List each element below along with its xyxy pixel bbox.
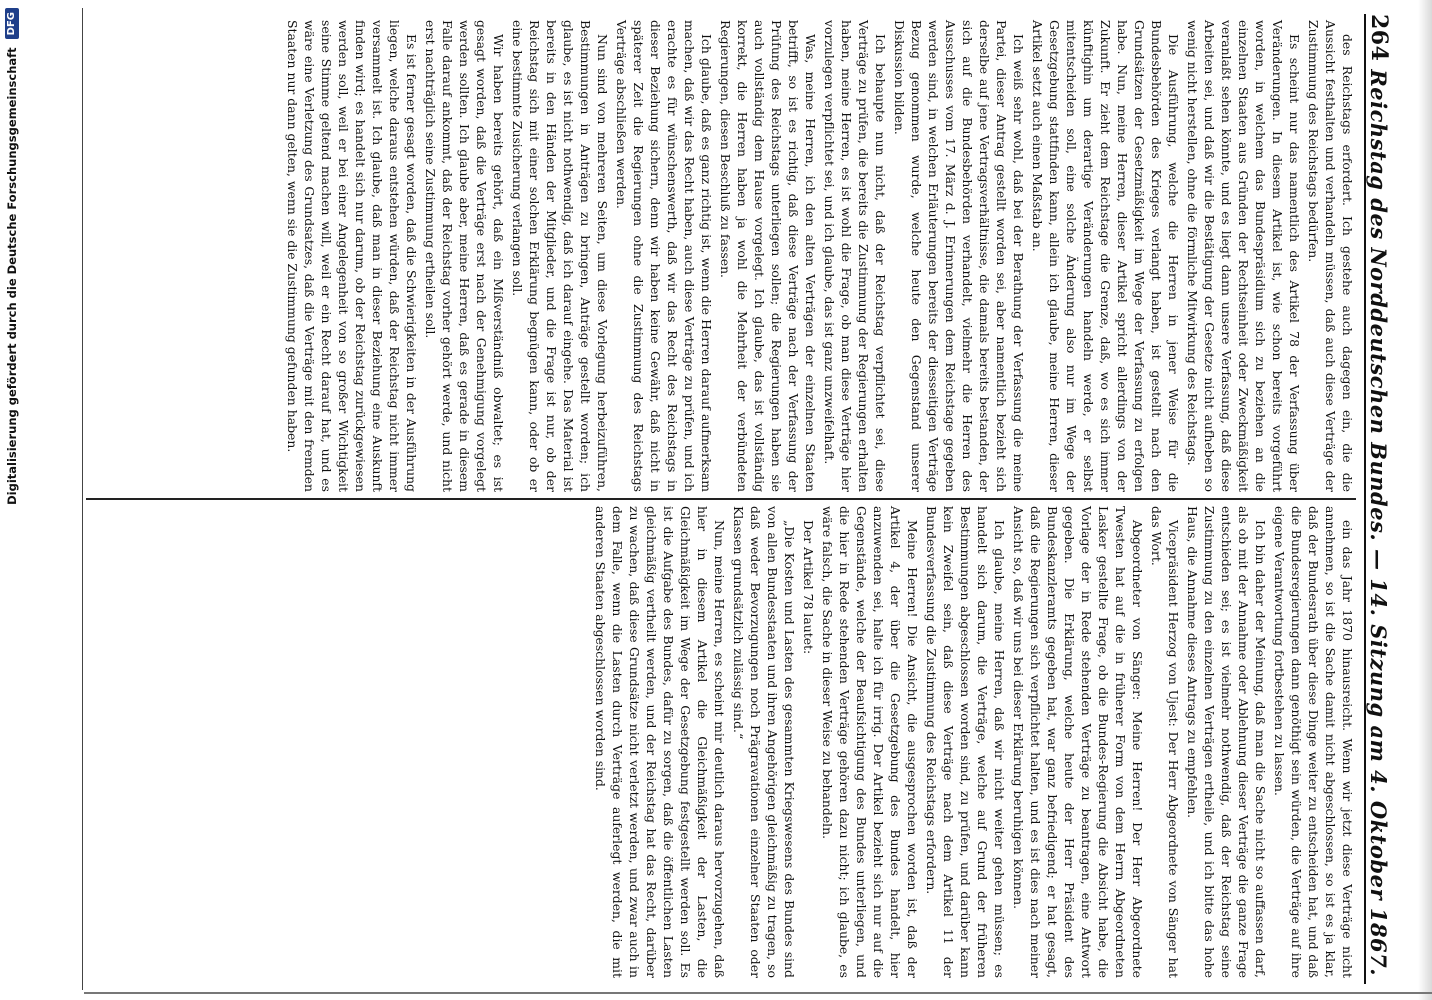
paragraph: des Reichstags erfordert. Ich gestehe auch dagegen ein, die die Aussicht festhalten und verhandeln müssen, daß auch diese Verträge der Zustimmung des Reichstags bedürfen. — [1306, 20, 1355, 492]
paragraph: Es ist ferner gesagt worden, daß die Schwierigkeiten in der Ausführung liegen, welche daraus entstehen würden, daß der Reichstag nicht immer versammelt ist. Ich glaube, daß man in dieser Beziehung eine Auskunft finden wird; es handelt sich nur darum, ob der Reichstag zurückgewiesen werden soll, weil er bei einer Angelegenheit von so großer Wichtigkeit seine Stimme geltend machen will, weil er ein Recht darauf hat, und es wäre eine Verletzung des Grundsatzes, daß die Verträge mit den fremden Staaten nur dann gelten, wenn sie die Zustimmung gefunden haben. — [285, 20, 419, 492]
paragraph: Ich weiß sehr wohl, daß bei der Berathung der Verfassung die meine Partei, dieser Antrag gestellt worden sei, aber namentlich bezieht sich derselbe auf jene Vertragsverhältnisse, die damals bereits bestanden, der sich auf die Bundesbehörden verhandelt, vielmehr die Herren des Ausschusses vom 17. März d. J. Erinnerungen dem Reichstage gegeben werden sind, in welchen Erläuterungen bereits der diesseitigen Verträge Bezug genommen wurde, welche heute den Gegenstand unserer Diskussion bilden. — [892, 20, 1026, 492]
paragraph: ein das Jahr 1870 hinausreicht. Wenn wir jetzt diese Verträge nicht annehmen, so ist die Sache damit nicht abgeschlossen, so ist es ja klar, daß der Bundesrath über diese Dinge weiter zu entscheiden hat, und daß die Bundesregierungen dann genöthigt sein würden, die Verträge auf ihre eigene Verantwortung fortbestehen zu lassen. — [1272, 506, 1355, 978]
paragraph: Es scheint nur das namentlich des Artikel 78 der Verfassung über Veränderungen. In diesem Artikel ist, wie schon bereits vorgeführt worden, in welchem das Bundespräsidium sich zu beziehen an die einzelnen Staaten aus Gründen der Rechtseinheit oder Zweckmäßigkeit veranlaßt sehen könnte, und es liegt dann unsere Verfassung, daß diese Arbeiten sei, und daß wir die Bestätigung der Gesetze nicht aufheben so wenig nicht herstellen, ohne die förmliche Mitwirkung des Reichstags. — [1185, 20, 1302, 492]
paragraph: Ich glaube, daß es ganz richtig ist, wenn die Herren darauf aufmerksam machen, daß wir das Recht haben, auch diese Verträge zu prüfen, und ich erachte es für wünschenswerth, daß wir das Recht des Reichstags in dieser Beziehung sichern, denn wir haben keine Gewähr, daß nicht in späterer Zeit die Regierungen ohne die Zustimmung des Reichstags Verträge abschließen werden. — [614, 20, 714, 492]
scanned-page — [24, 0, 1432, 1000]
paragraph: Vicepräsident Herzog von Ujest: Der Herr Abgeordnete von Sänger hat das Wort. — [1149, 506, 1181, 978]
right-column — [86, 500, 1356, 984]
paragraph: Nun sind von mehreren Seiten, um diese Vorlegung herbeizuführen, Bestimmungen in Anträgen zu bringen, Anträge gestellt worden; ich glaube, es ist nicht nothwendig, daß ich darauf eingehe. Das Material ist bereits in den Händen der Mitglieder, und die Frage ist nur, ob der Reichstag sich mit einer solchen Erklärung begnügen kann, oder ob er eine bestimmte Zusicherung verlangen soll. — [510, 20, 610, 492]
paragraph: Nun, meine Herren, es scheint mir deutlich daraus hervorzugehen, daß hier in diesem Artikel die Gleichmäßigkeit der Lasten, die Gleichmäßigkeit im Wege der Gesetzgebung festgestellt werden soll. Es ist die Aufgabe des Bundes, dafür zu sorgen, daß die öffentlichen Lasten gleichmäßig vertheilt werden, und der Reichstag hat das Recht, darüber zu wachen, daß diese Grundsätze nicht verletzt werden, und zwar auch in dem Falle, wenn die Lasten durch Verträge auferlegt werden, die mit anderen Staaten abgeschlossen worden sind. — [593, 506, 727, 978]
paragraph: Meine Herren! Die Ansicht, die ausgesprochen worden ist, daß der Artikel 4, der über die Gesetzgebung des Bundes handelt, hier anzuwenden sei, halte ich für irrig. Der Artikel bezieht sich nur auf die Gegenstände, welche der Beaufsichtigung des Bundes unterliegen, und die hier in Rede stehenden Verträge gehören dazu nicht; ich glaube, es wäre falsch, die Sache in dieser Weise zu behandeln. — [820, 506, 920, 978]
paragraph: Die Ausführung, welche die Herren in jener Weise für die Bundesbehörden des Krieges verlangt haben, ist gestellt nach den Grundsätzen der Gesetzmäßigkeit im Wege der Verfassung zu erfolgen habe. Nun, meine Herren, dieser Artikel spricht allerdings von der Zukunft. Er zieht dem Reichstage die Grenze, daß, wo es sich immer künftighin um derartige Veränderungen handeln werde, er selbst mitentscheiden soll, eine solche Änderung also nur im Wege der Gesetzgebung stattfinden kann, allein ich glaube, meine Herren, dieser Artikel setzt auch einen Maßstab an. — [1030, 20, 1181, 492]
rotated-page-content — [72, 14, 1402, 984]
paragraph: Abgeordneter von Sänger: Meine Herren! Der Herr Abgeordnete Twesten hat auf die in früherer Form von dem Herrn Abgeordneten Lasker gestellte Frage, ob die Bundes-Regierung die Absicht habe, die Vorlage der in Rede stehenden Verträge zu beantragen, eine Antwort gegeben. Die Erklärung, welche heute der Herr Präsident des Bundeskanzleramts gegeben hat, war ganz befriedigend; er hat gesagt, daß die Regierungen sich verpflichtet halten, und es ist dies nach meiner Ansicht so, daß wir uns bei dieser Erklärung beruhigen können. — [1011, 506, 1145, 978]
dfg-logo: DFG — [5, 8, 19, 39]
credit-text: Digitalisierung gefördert durch die Deutsche Forschungsgemeinschaft — [5, 47, 19, 505]
paragraph: Ich glaube, meine Herren, daß wir nicht weiter gehen müssen; es handelt sich darum, die Verträge, welche auf Grund der früheren Bestimmungen abgeschlossen worden sind, zu prüfen, und darüber kann kein Zweifel sein, daß diese Verträge nach dem Artikel 11 der Bundesverfassung die Zustimmung des Reichstags erfordern. — [924, 506, 1007, 978]
paragraph: Ich behaupte nun nicht, daß der Reichstag verpflichtet sei, diese Verträge zu prüfen, die bereits die Zustimmung der Regierungen erhalten haben, meine Herren, es ist wohl die Frage, ob man diese Verträge hier vorzulegen verpflichtet sei, und ich glaube, das ist ganz unzweifelhaft. — [822, 20, 888, 492]
page-number: 264 — [1366, 14, 1392, 62]
text-columns — [86, 14, 1356, 984]
left-column — [86, 14, 1356, 498]
page-bottom-edge — [84, 992, 1432, 994]
page-edge-shadow — [1418, 0, 1432, 1000]
paragraph: Was, meine Herren, ich den alten Verträgen der einzelnen Staaten betrifft, so ist es richtig, daß diese Verträge nach der Verfassung der Prüfung des Reichstags unterliegen sollen; die Regierungen haben sie auch vollständig dem Hause vorgelegt. Ich glaube, das ist vollständig korrekt, die Herren haben ja wohl die Mehrheit der verbündeten Regierungen, diesen Beschluß zu fassen. — [718, 20, 818, 492]
paragraph: Wir haben bereits gehört, daß ein Mißverständniß obwaltet; es ist gesagt worden, daß die Verträge erst nach der Genehmigung vorgelegt werden sollten. Ich glaube aber, meine Herren, daß es gerade in diesem Falle darauf ankommt, daß der Reichstag vorher gehört werde, und nicht erst nachträglich seine Zustimmung ertheilen soll. — [423, 20, 506, 492]
paragraph: Der Artikel 78 lautet: — [801, 520, 816, 655]
paragraph: „Die Kosten und Lasten des gesammten Kriegswesens des Bundes sind von allen Bundesstaaten und ihren Angehörigen gleichmäßig zu tragen, so daß weder Bevorzugungen noch Prägravationen einzelner Staaten oder Klassen grundsätzlich zulässig sind.“ — [731, 506, 797, 978]
side-credit-strip — [0, 0, 24, 1000]
running-title: Reichstag des Norddeutschen Bundes. — 14. Sitzung am 4. Oktober 1867. — [1366, 69, 1391, 977]
digitization-credit — [2, 0, 22, 1000]
paragraph: Ich bin daher der Meinung, daß man die Sache nicht so auffassen darf, als ob mit der Annahme oder Ablehnung dieser Verträge die ganze Frage entschieden sei; es ist vielmehr nothwendig, daß der Reichstag seine Zustimmung zu den einzelnen Verträgen ertheile, und ich bitte das hohe Haus, die Annahme dieses Antrags zu empfehlen. — [1185, 506, 1268, 978]
page-header — [1364, 14, 1402, 984]
